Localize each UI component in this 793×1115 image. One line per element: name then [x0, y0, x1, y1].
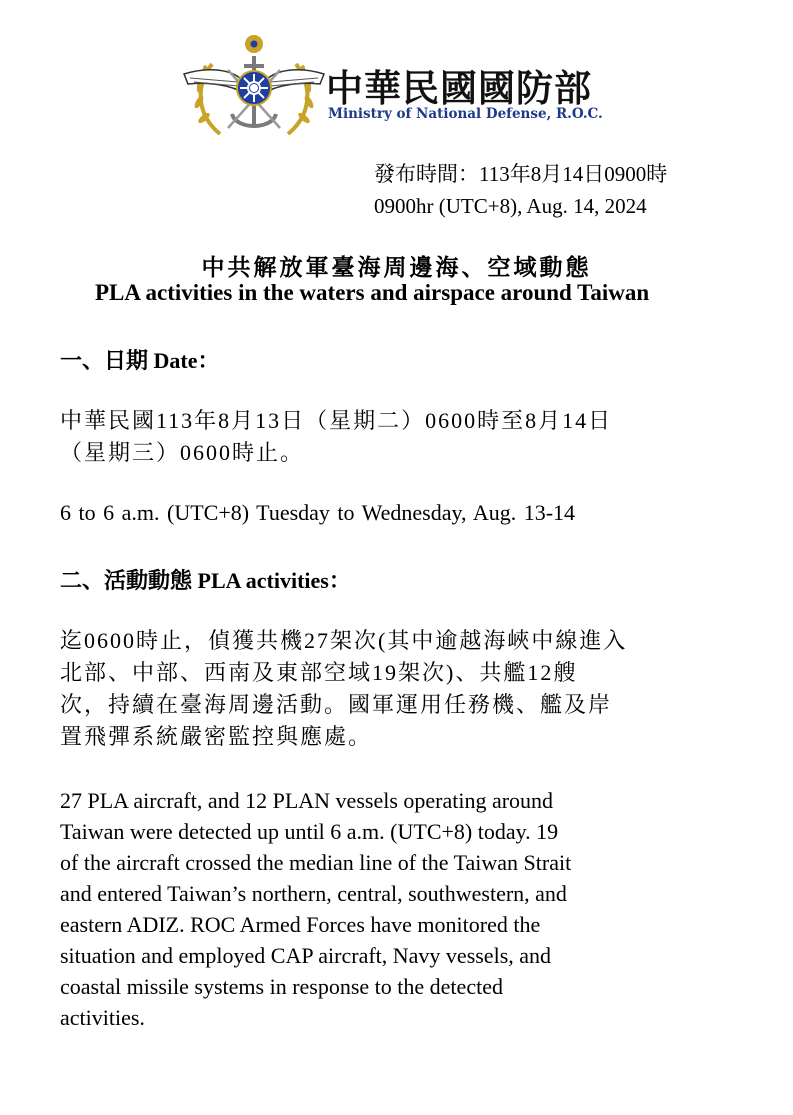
- section-activities-zh: [60, 625, 744, 753]
- title-zh: 中共解放軍臺海周邊海、空域動態: [201, 255, 592, 280]
- ministry-emblem-icon: [180, 30, 328, 145]
- release-time-zh: 發布時間：113年8月14日0900時: [374, 162, 668, 186]
- section-activities-heading: 二、活動動態 PLA activities：: [60, 568, 351, 593]
- text-line: （星期三）0600時止。: [60, 440, 305, 465]
- release-time: [374, 158, 667, 222]
- section-date-en: 6 to 6 a.m. (UTC+8) Tuesday to Wednesday, Aug. 13-14: [60, 500, 576, 525]
- section-activities-en: [60, 785, 744, 1033]
- text-line: situation and employed CAP aircraft, Navy vessels, and: [60, 943, 552, 968]
- section-date-heading: 一、日期 Date：: [60, 348, 220, 373]
- text-line: 中華民國113年8月13日（星期二）0600時至8月14日: [60, 408, 613, 433]
- text-line: eastern ADIZ. ROC Armed Forces have monitored the: [60, 912, 541, 937]
- text-line: 置飛彈系統嚴密監控與應處。: [60, 724, 373, 749]
- text-line: coastal missile systems in response to the detected: [60, 974, 503, 999]
- text-line: of the aircraft crossed the median line of the Taiwan Strait: [60, 850, 572, 875]
- text-line: Taiwan were detected up until 6 a.m. (UTC+8) today. 19: [60, 819, 559, 844]
- org-name-zh: 中華民國國防部: [326, 67, 592, 110]
- text-line: 27 PLA aircraft, and 12 PLAN vessels operating around: [60, 788, 554, 813]
- section-date-zh: [60, 405, 744, 469]
- text-line: 北部、中部、西南及東部空域19架次)、共艦12艘: [60, 660, 578, 685]
- text-line: 次，持續在臺海周邊活動。國軍運用任務機、艦及岸: [60, 692, 613, 717]
- release-time-en: 0900hr (UTC+8), Aug. 14, 2024: [374, 194, 647, 218]
- letterhead: [180, 30, 640, 145]
- text-line: and entered Taiwan’s northern, central, southwestern, and: [60, 881, 567, 906]
- org-name-en: Ministry of National Defense, R.O.C.: [328, 106, 603, 122]
- title-en: PLA activities in the waters and airspace around Taiwan: [95, 280, 650, 305]
- text-line: activities.: [60, 1005, 145, 1030]
- text-line: 迄0600時止，偵獲共機27架次(其中逾越海峽中線進入: [60, 628, 628, 653]
